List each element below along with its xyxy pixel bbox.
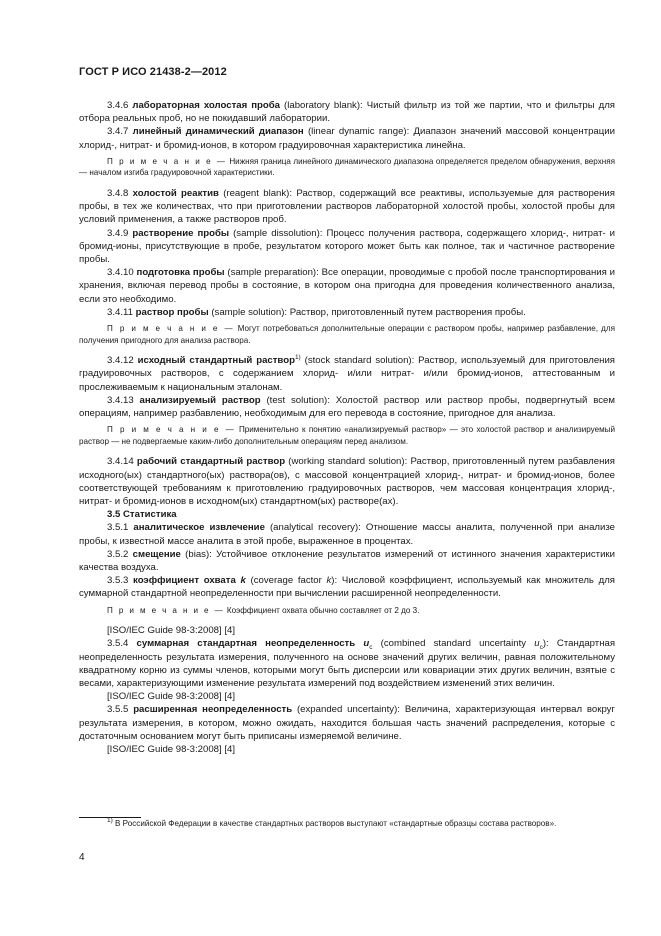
term-number: 3.4.9 [107,227,129,239]
term-english: (laboratory blank): [284,100,363,111]
term-text: Холостой раствор или раствор пробы, подвергнутый всем операциям, например разбавлению, необходимым для его перевода в состояние, пригодное для анализа. [79,394,615,420]
term-english: (reagent blank): [223,188,293,199]
note-label: П р и м е ч а н и е — [107,156,227,166]
term-name: линейный динамический диапазон [132,126,304,138]
english-variable: u [534,638,540,650]
term-text: Раствор, приготовленный путем разбавления исходного(ых) стандартного(ых) раствора(ов), с массовой концентрацией хлорид-, нитрат- и бромид-ионов, более соответствующей требованиям к приготовлению градуировочных растворов, чем массовая концентрация хлорид-, нитрат- и бромид-ионов в исходном(ых) стандартном(ых) растворе(ах). [79,456,615,508]
section-heading: 3.5 Статистика [107,509,177,521]
term-number: 3.4.7 [107,126,129,138]
reference: [ISO/IEC Guide 98-3:2008] [4] [107,744,235,756]
term-english: (linear dynamic range): [307,126,410,138]
footnote-text: В Российской Федерации в качестве стандартных растворов выступают «стандартные образцы состава растворов». [115,819,557,828]
page-number: 4 [79,852,85,863]
term-text: Все операции, проводимые с пробой после транспортирования и хранения, включая перевод пробы в состояние, в котором она пригодна для проведения количественного анализа, если это необходимо. [79,267,616,305]
footnote-ref: 1) [294,354,301,362]
term-name: аналитическое извлечение [133,522,265,534]
term-name: расширенная неопределенность [133,704,293,716]
term-text: Раствор, используемый для приготовления градуировочных растворов, с содержанием хлорид- и/или нитрат- и/или бромид-ионов, аттестованным и прослеживаемым к национальным эталонам. [79,355,616,393]
note-text: Нижняя граница линейного динамического диапазона определяется пределом обнаружения, верхняя — началом изгиба градуировочной характеристики. [79,156,615,178]
term-number: 3.4.14 [107,456,134,468]
english-subscript: c [539,644,543,652]
term-name: растворение пробы [132,227,230,239]
term-number: 3.4.8 [107,188,129,199]
english-tail: ): [542,638,549,650]
term-definition [79,354,615,394]
term-english: (sample preparation): [227,267,319,279]
term-number: 3.4.6 [107,100,129,111]
term-name: суммарная стандартная неопределенность [136,638,356,650]
note-text: Применительно к понятию «анализируемый раствор» — это холостой раствор и анализируемый раствор — не подвергаемые каким-либо дополнительным операциям перед анализом. [79,425,616,446]
term-text: Раствор, приготовленный путем растворения пробы. [289,306,526,318]
term-text: Стандартная неопределенность результата измерения, полученного на основе значений других величин, равная положительному квадратному корню из суммы членов, которыми могут быть дисперсии или ковариации этих других величин, взятые с весами, характеризующими изменение результата измерений под воздействием изменений этих величин. [79,638,616,690]
term-text: Процесс получения раствора, содержащего хлорид-, нитрат- и бромид-ионы, присутствующие в пробе, результатом которого может быть как полное, так и частичное растворение пробы. [79,227,616,266]
term-definition [79,394,615,420]
term-name: исходный стандартный раствор [137,355,295,367]
term-number: 3.4.10 [107,267,134,279]
term-text: Раствор, содержащий все реактивы, используемые для растворения пробы, в тех же количествах, что при приготовлении растворов лабораторной холостой пробы, холостой пробы для условий применения, а также растворов проб. [79,188,615,226]
english-variable: k [326,575,332,587]
term-subscript: c [369,644,373,652]
term-name: лабораторная холостая проба [132,100,281,111]
term-english: (expanded uncertainty): [296,704,400,716]
term-english: (working standard solution): [288,456,408,468]
term-number: 3.4.11 [107,306,133,318]
term-english: (sample dissolution): [233,227,323,239]
note [79,323,615,346]
term-name: рабочий стандартный раствор [136,456,286,468]
reference: [ISO/IEC Guide 98-3:2008] [4] [107,625,235,637]
note [79,605,615,617]
term-number: 3.4.13 [107,394,134,406]
term-definition [79,266,615,306]
footnote [79,818,615,830]
term-variable: u [363,638,370,650]
term-definition [79,703,615,743]
term-definition [79,187,615,227]
term-english: (analytical recovery): [269,522,361,534]
note [79,424,615,447]
term-text: Чистый фильтр из той же партии, что и фильтры для отбора реальных проб, но не покидавший лаборатории. [79,100,615,125]
term-number: 3.5.3 [107,575,129,587]
reference: [ISO/IEC Guide 98-3:2008] [4] [107,691,235,703]
term-definition [79,125,615,151]
term-text: Отношение массы аналита, полученной при анализе пробы, к известной массе аналита в этой пробе, выраженное в процентах. [79,522,616,547]
term-number: 3.5.2 [107,548,129,560]
term-definition [79,227,615,267]
term-text: Числовой коэффициент, используемый как множитель для суммарной стандартной неопределенности при вычислении расширенной неопределенности. [79,575,615,600]
footnote-mark: 1) [107,817,113,824]
term-definition [79,521,615,547]
term-text: Устойчивое отклонение результатов измерений от истинного значения характеристики качества воздуха. [79,548,615,574]
note [79,156,615,179]
term-name: коэффициент охвата [133,575,236,587]
term-name: холостой реактив [132,188,219,199]
term-definition [79,574,615,600]
term-english: (test solution): [266,394,330,406]
note-label: П р и м е ч а н и е — [107,425,236,435]
term-name: раствор пробы [135,306,209,318]
term-definition [79,306,615,319]
term-english: (combined standard uncertainty [380,638,527,650]
document-header: ГОСТ Р ИСО 21438-2—2012 [79,66,227,78]
term-text: Диапазон значений массовой концентрации хлорид-, нитрат- и бромид-ионов, в котором градуировочная характеристика линейна. [79,126,615,151]
document-body [79,99,615,756]
term-name: анализируемый раствор [139,394,261,406]
term-number: 3.5.4 [107,638,129,650]
term-name: смещение [132,548,181,560]
term-text: Величина, характеризующая интервал вокруг результата измерения, в котором, можно ожидать, находится большая часть значений распределения, которые с достаточным основанием могут быть приписаны измеряемой величине. [79,704,615,742]
term-english: (coverage factor [250,575,322,587]
term-number: 3.5.5 [107,704,129,716]
term-english: (bias): [185,548,212,560]
note-text: Могут потребоваться дополнительные операции с раствором пробы, например разбавление, для получения пригодного для анализа раствора. [79,324,616,345]
term-number: 3.4.12 [107,355,134,367]
term-english: (sample solution): [211,306,288,318]
note-text: Коэффициент охвата обычно составляет от 2 до 3. [226,605,420,615]
term-name: подготовка пробы [136,267,225,279]
term-definition [79,455,615,508]
note-label: П р и м е ч а н и е — [107,605,225,615]
term-definition [79,548,615,574]
term-definition [79,99,615,125]
term-definition [79,637,615,690]
term-english: (stock standard solution): [304,355,415,367]
term-number: 3.5.1 [107,522,129,534]
english-tail: ): [331,575,338,587]
note-label: П р и м е ч а н и е — [107,324,235,334]
term-variable: k [240,575,246,587]
